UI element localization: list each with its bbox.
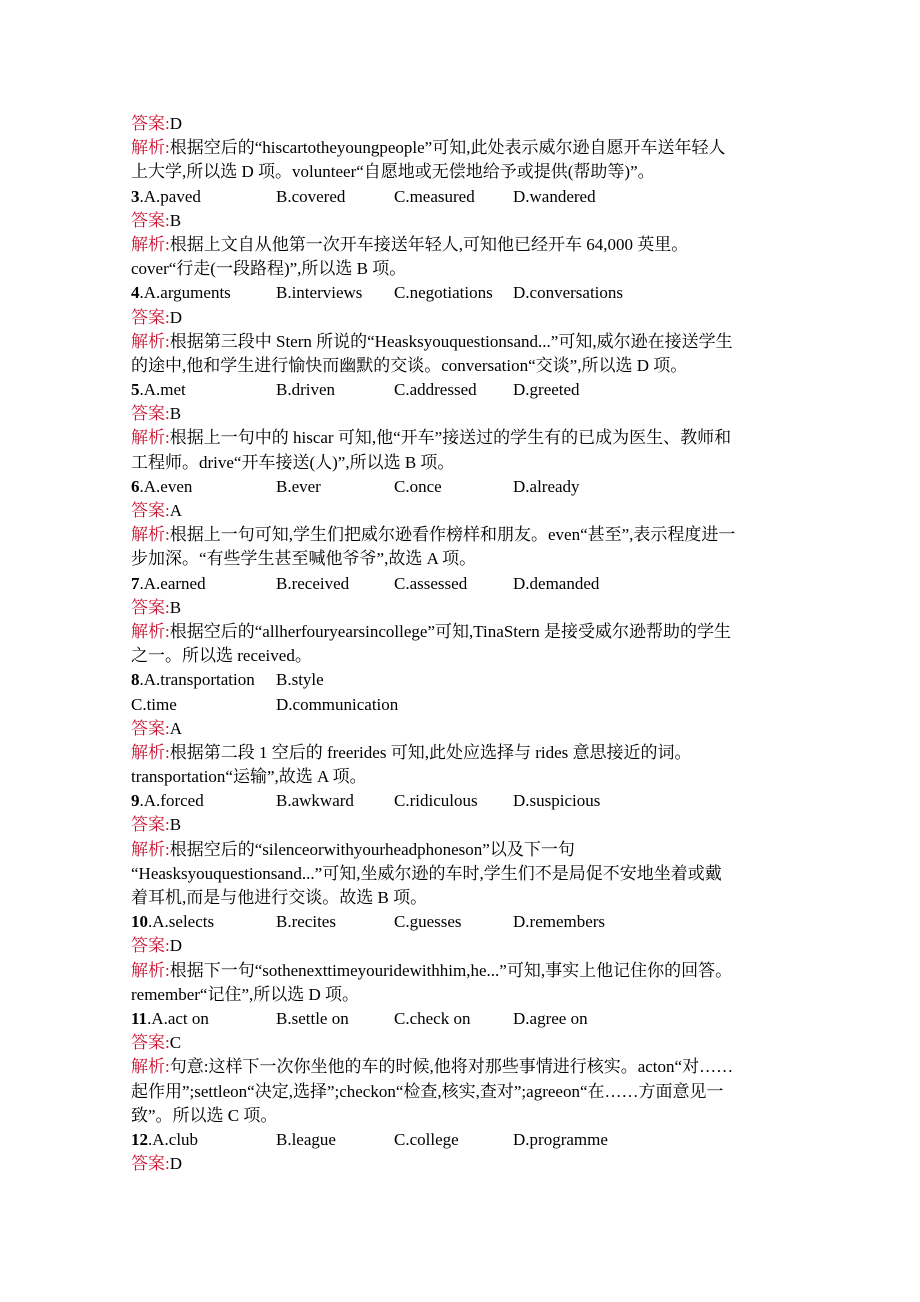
answer-value: A <box>169 501 183 520</box>
analysis-line: remember“记住”,所以选 D 项。 <box>131 984 360 1004</box>
analysis-line: 上大学,所以选 D 项。volunteer“自愿地或无偿地给予或提供(帮助等)”。 <box>131 162 655 182</box>
analysis-line: 解析:根据上一句中的 hiscar 可知,他“开车”接送过的学生有的已成为医生、教师和 <box>131 428 732 448</box>
analysis-line: transportation“运输”,故选 A 项。 <box>131 767 367 787</box>
answer-line-q9 <box>131 813 793 837</box>
analysis-line: 解析:根据空后的“silenceorwithyourheadphoneson”以及下一句 <box>131 839 575 859</box>
question-11-options: 11.A.act on B.settle on C.check on D.agree on <box>131 1008 588 1028</box>
analysis-label: 解析: <box>131 138 170 158</box>
answer-label: 答案: <box>131 404 170 424</box>
question-3-options: 3.A.paved B.covered C.measured D.wandered <box>131 186 596 206</box>
analysis-label: 解析: <box>131 428 170 448</box>
analysis-label: 解析: <box>131 331 170 351</box>
question-8-options-row2: C.time D.communication <box>131 694 399 714</box>
analysis-line: 着耳机,而是与他进行交谈。故选 B 项。 <box>131 888 428 907</box>
analysis-label: 解析: <box>131 1057 170 1077</box>
answer-label: 答案: <box>131 210 170 230</box>
answer-line-q5 <box>131 402 793 426</box>
analysis-label: 解析: <box>131 960 170 980</box>
answer-value: B <box>169 597 182 617</box>
analysis-line: 解析:根据第二段 1 空后的 freerides 可知,此处应选择与 rides 意思接近的词。 <box>131 742 692 762</box>
analysis-line: 解析:根据上一句可知,学生们把威尔逊看作榜样和朋友。even“甚至”,表示程度进一 <box>131 525 736 545</box>
answer-label: 答案: <box>131 936 170 956</box>
analysis-label: 解析: <box>131 742 170 762</box>
analysis-label: 解析: <box>131 525 170 545</box>
question-7-options: 7.A.earned B.received C.assessed D.demanded <box>131 573 600 593</box>
question-6-options: 6.A.even B.ever C.once D.already <box>131 476 580 496</box>
analysis-line: 解析:根据空后的“hiscartotheyoungpeople”可知,此处表示威尔逊自愿开车送年轻人 <box>131 138 726 158</box>
analysis-line: 起作用”;settleon“决定,选择”;checkon“检查,核实,查对”;agreeon“在……方面意见一 <box>131 1081 724 1101</box>
analysis-line: 解析:根据上文自从他第一次开车接送年轻人,可知他已经开车 64,000 英里。 <box>131 234 689 254</box>
answer-value: D <box>169 307 183 327</box>
answer-line-q6 <box>131 499 793 523</box>
question-number: 10 <box>131 912 148 932</box>
answer-label: 答案: <box>131 114 170 133</box>
analysis-line: 解析:根据空后的“allherfouryearsincollege”可知,TinaStern 是接受威尔逊帮助的学生 <box>131 621 731 641</box>
question-5-options: 5.A.met B.driven C.addressed D.greeted <box>131 380 580 400</box>
question-number: 9 <box>131 791 140 811</box>
document-page <box>131 112 793 1176</box>
question-number: 7 <box>131 573 140 593</box>
answer-value: D <box>169 114 183 133</box>
question-number: 5 <box>131 380 140 400</box>
answer-line-q12 <box>131 1152 793 1176</box>
question-10-options: 10.A.selects B.recites C.guesses D.remembers <box>131 912 606 932</box>
analysis-line: 解析:根据下一句“sothenexttimeyouridewithhim,he...”可知,事实上他记住你的回答。 <box>131 960 733 980</box>
question-12-options: 12.A.club B.league C.college D.programme <box>131 1129 608 1149</box>
answer-line-q2 <box>131 112 793 136</box>
answer-label: 答案: <box>131 718 170 738</box>
answer-label: 答案: <box>131 815 170 835</box>
question-number: 6 <box>131 476 140 496</box>
answer-value: B <box>169 815 182 835</box>
analysis-line: 工程师。drive“开车接送(人)”,所以选 B 项。 <box>131 452 455 472</box>
answer-value: D <box>169 1154 183 1174</box>
answer-label: 答案: <box>131 501 170 520</box>
question-8-options-row1: 8.A.transportation B.style <box>131 670 324 690</box>
answer-label: 答案: <box>131 307 170 327</box>
answer-label: 答案: <box>131 1033 170 1053</box>
analysis-line: 解析:根据第三段中 Stern 所说的“Heasksyouquestionsand...”可知,威尔逊在接送学生 <box>131 331 733 351</box>
analysis-label: 解析: <box>131 234 170 254</box>
analysis-label: 解析: <box>131 839 170 859</box>
answer-value: B <box>169 210 182 230</box>
analysis-label: 解析: <box>131 621 170 641</box>
analysis-line: 解析:句意:这样下一次你坐他的车的时候,他将对那些事情进行核实。acton“对…… <box>131 1057 734 1077</box>
answer-value: A <box>169 718 183 738</box>
question-9-options: 9.A.forced B.awkward C.ridiculous D.suspicious <box>131 791 601 811</box>
answer-value: B <box>169 404 182 424</box>
answer-line-q11 <box>131 1031 793 1055</box>
analysis-line: “Heasksyouquestionsand...”可知,坐威尔逊的车时,学生们不是局促不安地坐着或戴 <box>131 863 722 883</box>
question-number: 3 <box>131 186 140 206</box>
analysis-line: 之一。所以选 received。 <box>131 646 312 666</box>
question-number: 8 <box>131 670 140 690</box>
analysis-line: 的途中,他和学生进行愉快而幽默的交谈。conversation“交谈”,所以选 D 项。 <box>131 355 688 375</box>
analysis-line: 致”。所以选 C 项。 <box>131 1105 278 1125</box>
answer-value: D <box>169 936 183 956</box>
question-number: 4 <box>131 283 140 303</box>
answer-label: 答案: <box>131 597 170 617</box>
answer-line-q8 <box>131 717 793 741</box>
question-4-options: 4.A.arguments B.interviews C.negotiations D.conversations <box>131 283 624 303</box>
answer-line-q7 <box>131 596 793 620</box>
answer-line-q10 <box>131 934 793 958</box>
answer-line-q4 <box>131 306 793 330</box>
answer-value: C <box>169 1033 182 1053</box>
question-number: 11 <box>131 1008 148 1028</box>
analysis-line: 步加深。“有些学生甚至喊他爷爷”,故选 A 项。 <box>131 549 477 569</box>
question-number: 12 <box>131 1129 148 1149</box>
answer-line-q3 <box>131 209 793 233</box>
answer-label: 答案: <box>131 1154 170 1174</box>
analysis-line: cover“行走(一段路程)”,所以选 B 项。 <box>131 259 407 279</box>
